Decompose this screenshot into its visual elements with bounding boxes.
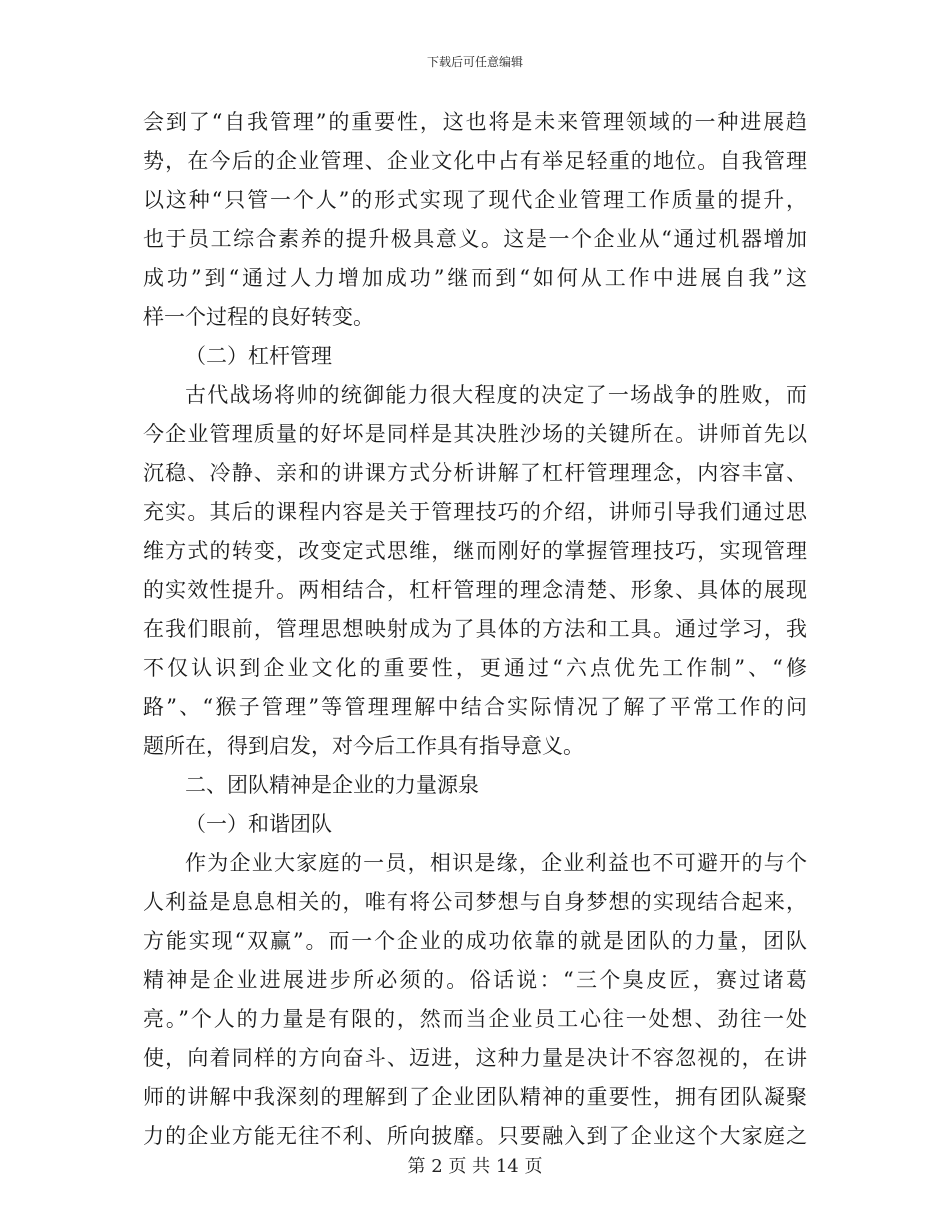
body-text-line: 亮。”个人的力量是有限的，然而当企业员工心往一处想、劲往一处 [143,1007,807,1031]
body-text-line: 以这种“只管一个人”的形式实现了现代企业管理工作质量的提升， [143,188,807,212]
body-text-line: 题所在，得到启发，对今后工作具有指导意义。 [143,734,584,758]
body-text-line: 古代战场将帅的统御能力很大程度的决定了一场战争的胜败，而 [185,383,807,407]
body-text-line: 样一个过程的良好转变。 [143,305,374,329]
body-text-line: 也于员工综合素养的提升极具意义。这是一个企业从“通过机器增加 [143,227,807,251]
body-text-line: 人利益是息息相关的，唯有将公司梦想与自身梦想的实现结合起来， [143,890,807,914]
page-footer: 第 2 页 共 14 页 [407,1156,543,1177]
body-text-line: 势，在今后的企业管理、企业文化中占有举足轻重的地位。自我管理 [143,149,807,173]
body-text-line: 师的讲解中我深刻的理解到了企业团队精神的重要性，拥有团队凝聚 [143,1085,807,1109]
body-text-line: 使，向着同样的方向奋斗、迈进，这种力量是决计不容忽视的，在讲 [143,1046,807,1070]
body-text-line: 力的企业方能无往不利、所向披靡。只要融入到了企业这个大家庭之 [143,1124,807,1148]
document-body [143,103,807,1156]
body-text-line: （一）和谐团队 [185,812,332,836]
body-text-line: 在我们眼前，管理思想映射成为了具体的方法和工具。通过学习，我 [143,617,807,641]
body-text-line: 的实效性提升。两相结合，杠杆管理的理念清楚、形象、具体的展现 [143,578,807,602]
body-text-line: 成功”到“通过人力增加成功”继而到“如何从工作中进展自我”这 [143,266,807,290]
page-header: 下载后可任意编辑 [426,55,523,69]
body-text-line: 作为企业大家庭的一员，相识是缘，企业利益也不可避开的与个 [185,851,807,875]
body-text-line: 二、团队精神是企业的力量源泉 [185,773,479,797]
body-text-line: 不仅认识到企业文化的重要性，更通过“六点优先工作制”、“修 [143,656,807,680]
body-text-line: （二）杠杆管理 [185,344,332,368]
body-text-line: 充实。其后的课程内容是关于管理技巧的介绍，讲师引导我们通过思 [143,500,807,524]
body-text-line: 方能实现“双赢”。而一个企业的成功依靠的就是团队的力量，团队 [143,929,807,953]
body-text-line: 今企业管理质量的好坏是同样是其决胜沙场的关键所在。讲师首先以 [143,422,807,446]
body-text-line: 会到了“自我管理”的重要性，这也将是未来管理领域的一种进展趋 [143,110,807,134]
body-text-line: 沉稳、冷静、亲和的讲课方式分析讲解了杠杆管理理念，内容丰富、 [143,461,807,485]
body-text-line: 精神是企业进展进步所必须的。俗话说：“三个臭皮匠，赛过诸葛 [143,968,807,992]
body-text-line: 维方式的转变，改变定式思维，继而刚好的掌握管理技巧，实现管理 [143,539,807,563]
body-text-line: 路”、“猴子管理”等管理理解中结合实际情况了解了平常工作的问 [143,695,807,719]
